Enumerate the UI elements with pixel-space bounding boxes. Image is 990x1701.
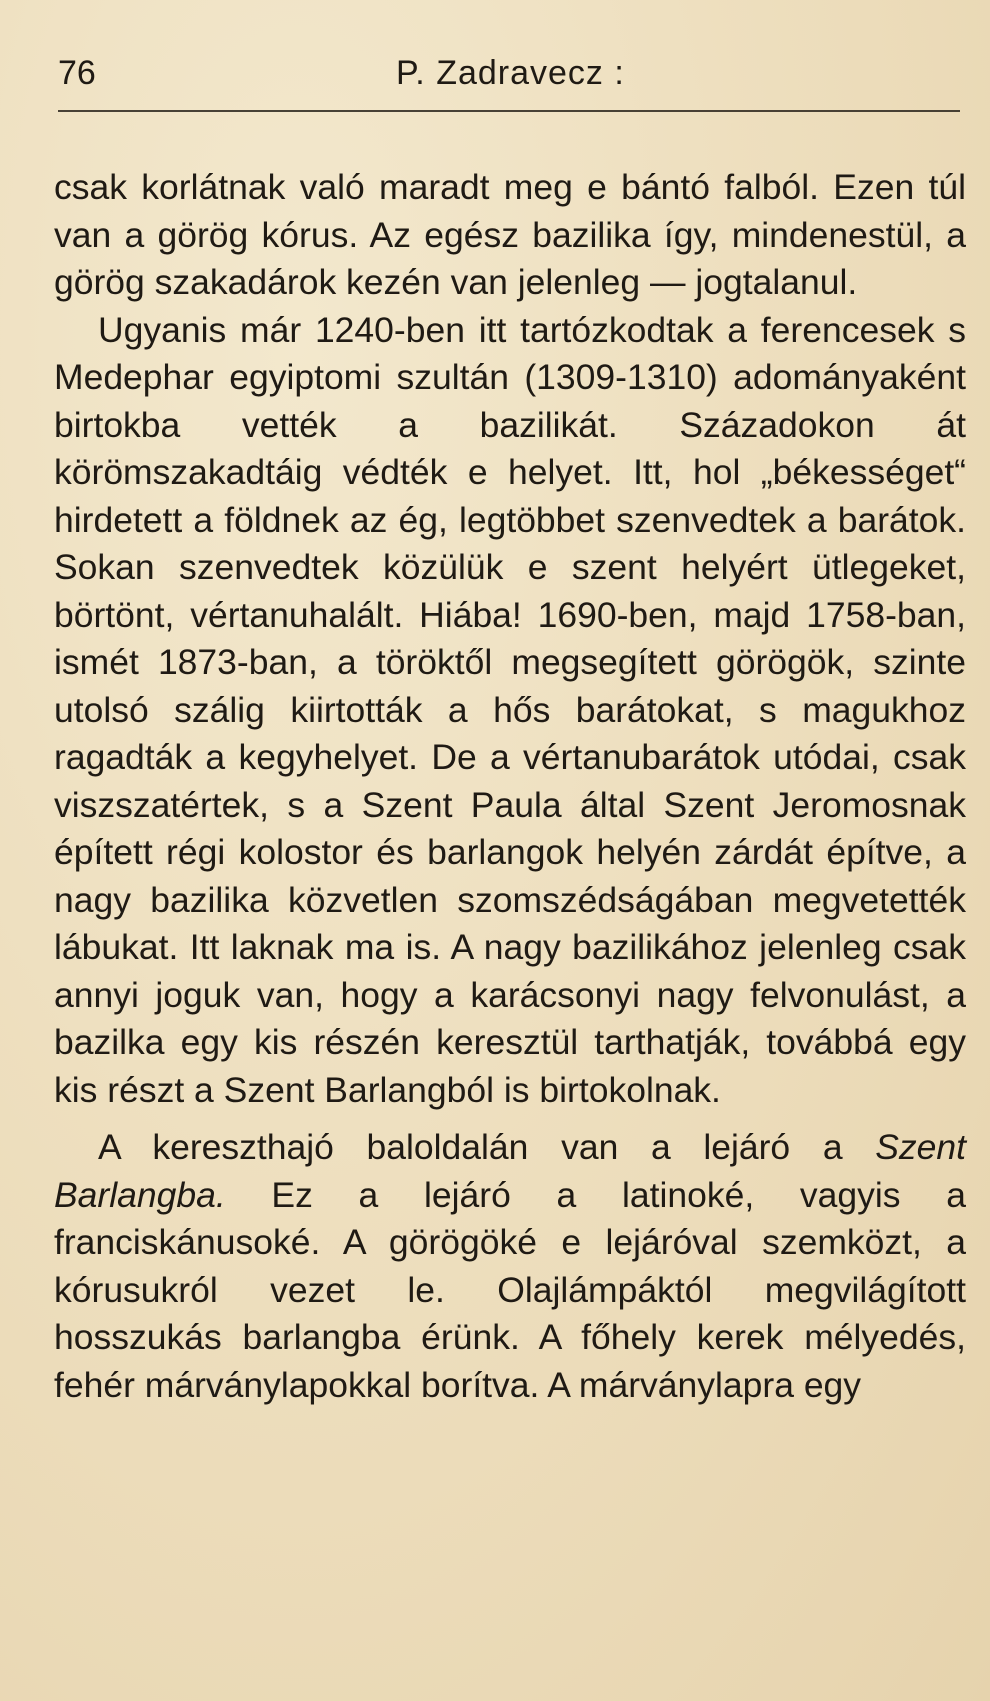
paragraph-3-start: A kereszthajó baloldalán van a lejáró a [98, 1127, 876, 1167]
paragraph-1: csak korlátnak való maradt meg e bántó falból. Ezen túl van a görög kórus. Az egész bazilika így, mindenestül, a görög szakadárok kezén van jelenleg — jogtalanul. [54, 167, 966, 302]
page-header [58, 48, 968, 104]
paragraph-2: Ugyanis már 1240-ben itt tartózkodtak a ferencesek s Medephar egyiptomi szultán (1309-1310) adományaként birtokba vették a bazilikát. Századokon át körömszakadtáig védték e helyet. Itt, hol „békességet“ hirdetett a földnek az ég, legtöbbet szenvedtek a barátok. Sokan szenvedtek közülük e szent helyért ütlegeket, börtönt, vértanuhalált. Hiába! 1690-ben, majd 1758-ban, ismét 1873-ban, a töröktől megsegített görögök, szinte utolsó szálig kiirtották a hős barátokat, s magukhoz ragadták a kegyhelyet. De a vértanubarátok utódai, csak viszszatértek, s a Szent Paula által Szent Jeromosnak épített régi kolostor és barlangok helyén zárdát építve, a nagy bazilika közvetlen szomszédságában megvetették lábukat. Itt laknak ma is. A nagy bazilikához jelenleg csak annyi joguk van, hogy a karácsonyi nagy felvonulást, a bazilka egy kis részén keresztül tarthatják, továbbá egy kis részt a Szent Barlangból is birtokolnak. [54, 309, 966, 1110]
running-head: P. Zadravecz : [396, 54, 625, 92]
page-number: 76 [58, 54, 96, 92]
header-rule [58, 110, 960, 112]
paragraph-3 [54, 1124, 966, 1409]
paragraph-3-italic: Szent Barlangba. [54, 1127, 966, 1215]
paragraph-3-end: Ez a lejáró a latinoké, vagyis a franciskánusoké. A görögöké e lejáróval szemközt, a kórusukról vezet le. Olajlámpáktól megvilágított hosszukás barlangba érünk. A főhely kerek mélyedés, fehér márványlapokkal borítva. A márványlapra egy [54, 1174, 966, 1405]
body-text [54, 164, 966, 1409]
